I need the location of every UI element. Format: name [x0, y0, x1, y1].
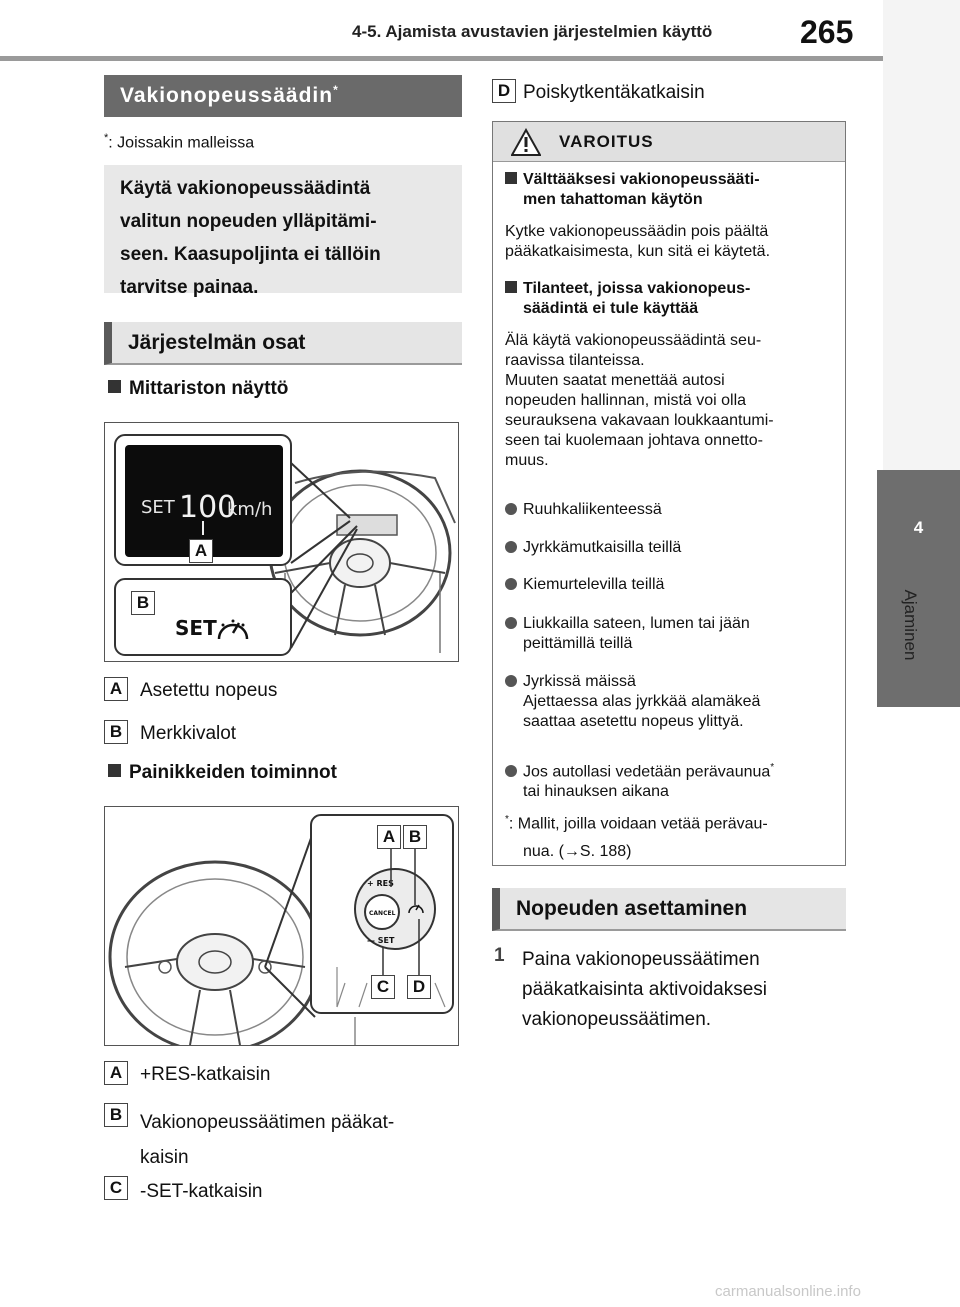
chapter-label [895, 580, 925, 680]
warning-triangle-icon [511, 128, 541, 156]
meter-heading: Mittariston näyttö [108, 378, 288, 400]
watermark: carmanualsonline.info [715, 1283, 861, 1300]
round-bullet-icon [505, 765, 517, 777]
square-bullet-icon [505, 172, 517, 184]
warning-bullet: Ruuhkaliikenteessä [505, 500, 841, 520]
intro-text: Käytä vakionopeussäädintä valitun nopeuden ylläpitämi- seen. Kaasupoljinta ei tällöin tarvitse painaa. [120, 178, 381, 298]
warning-paragraph: Kytke vakionopeussäädin pois päältä pääkatkaisimesta, kun sitä ei käytetä. [505, 223, 771, 260]
indicator-set-text: SET [175, 616, 217, 640]
footnote: *: Joissakin malleissa [104, 132, 255, 152]
item-text: Asetettu nopeus [140, 680, 278, 701]
round-bullet-icon [505, 541, 517, 553]
display-unit-text: km/h [227, 499, 273, 520]
item-text: Vakionopeussäätimen pääkat- kaisin [140, 1112, 395, 1168]
display-speed-text: 100 [179, 490, 237, 525]
section-parts-heading: Järjestelmän osat [104, 322, 462, 365]
warning-bullet: Liukkailla sateen, lumen tai jään peittämillä teillä [505, 614, 841, 654]
item-letter: B [104, 1103, 128, 1127]
item-letter: A [104, 1061, 128, 1085]
round-bullet-icon [505, 578, 517, 590]
main-title-bar [104, 75, 462, 117]
step-text: Paina vakionopeussäätimen pääkatkaisinta aktivoidaksesi vakionopeussäätimen. [522, 949, 768, 1030]
round-bullet-icon [505, 617, 517, 629]
display-set-text: SET [141, 497, 175, 518]
chapter-label-text: Ajaminen [901, 589, 920, 661]
warning-paragraph: Älä käytä vakionopeussäädintä seu- raavissa tilanteissa. Muuten saatat menettää autosi nopeuden hallinnan, mistä voi olla seurauksena vakavaan loukkaantumi- seen tai kuolemaan johtava onnetto- muus. [505, 332, 774, 469]
section-setting-heading: Nopeuden asettaminen [492, 888, 846, 931]
intro-box [104, 165, 462, 298]
page-number: 265 [800, 14, 854, 50]
callout-b: B [403, 825, 427, 849]
callout-d: D [407, 975, 431, 999]
warning-box [492, 121, 846, 866]
steering-switch-figure [104, 806, 459, 1046]
meter-display-illustration [105, 423, 459, 662]
square-bullet-icon [505, 281, 517, 293]
warning-bullet: Jyrkissä mäissä Ajettaessa alas jyrkkää alamäkeä saattaa asetettu nopeus ylittyä. [505, 672, 841, 732]
item-letter: D [492, 79, 516, 103]
warning-footnote: *: Mallit, joilla voidaan vetää perävau- nua. (→S. 188) [505, 814, 768, 861]
main-title: Vakionopeussäädin* [120, 83, 339, 107]
warning-subheading: Välttääksesi vakionopeussääti- men tahattoman käytön [505, 170, 841, 210]
buttons-heading: Painikkeiden toiminnot [108, 762, 337, 784]
warning-bullet: Jyrkkämutkaisilla teillä [505, 538, 841, 558]
item-text: -SET-katkaisin [140, 1181, 263, 1202]
header-section-title: 4-5. Ajamista avustavien järjestelmien käyttö [352, 22, 713, 41]
warning-header [493, 122, 845, 162]
header-rule [0, 56, 960, 61]
step-number: 1 [494, 945, 505, 966]
square-bullet-icon [108, 380, 121, 393]
warning-title: VAROITUS [559, 132, 654, 151]
item-letter: C [104, 1176, 128, 1200]
meter-display-figure [104, 422, 459, 662]
item-letter: A [104, 677, 128, 701]
warning-bullet: Kiemurtelevilla teillä [505, 575, 841, 595]
callout-a: A [189, 539, 213, 563]
arrow-right-icon: → [563, 843, 580, 861]
warning-bullet: Jos autollasi vedetään perävaunua* tai hinauksen aikana [505, 758, 841, 802]
res-switch-label: + RES [367, 879, 394, 888]
chapter-number: 4 [913, 518, 924, 537]
round-bullet-icon [505, 503, 517, 515]
warning-subheading: Tilanteet, joissa vakionopeus- säädintä ei tule käyttää [505, 279, 841, 319]
callout-c: C [371, 975, 395, 999]
item-text: Merkkivalot [140, 723, 237, 744]
set-switch-label: — SET [367, 936, 395, 945]
item-text: +RES-katkaisin [140, 1064, 271, 1085]
item-text: Poiskytkentäkatkaisin [523, 82, 705, 103]
side-tab-background [883, 0, 960, 470]
round-bullet-icon [505, 675, 517, 687]
square-bullet-icon [108, 764, 121, 777]
callout-b: B [131, 591, 155, 615]
item-letter: B [104, 720, 128, 744]
callout-a: A [377, 825, 401, 849]
cancel-switch-label: CANCEL [369, 910, 396, 917]
